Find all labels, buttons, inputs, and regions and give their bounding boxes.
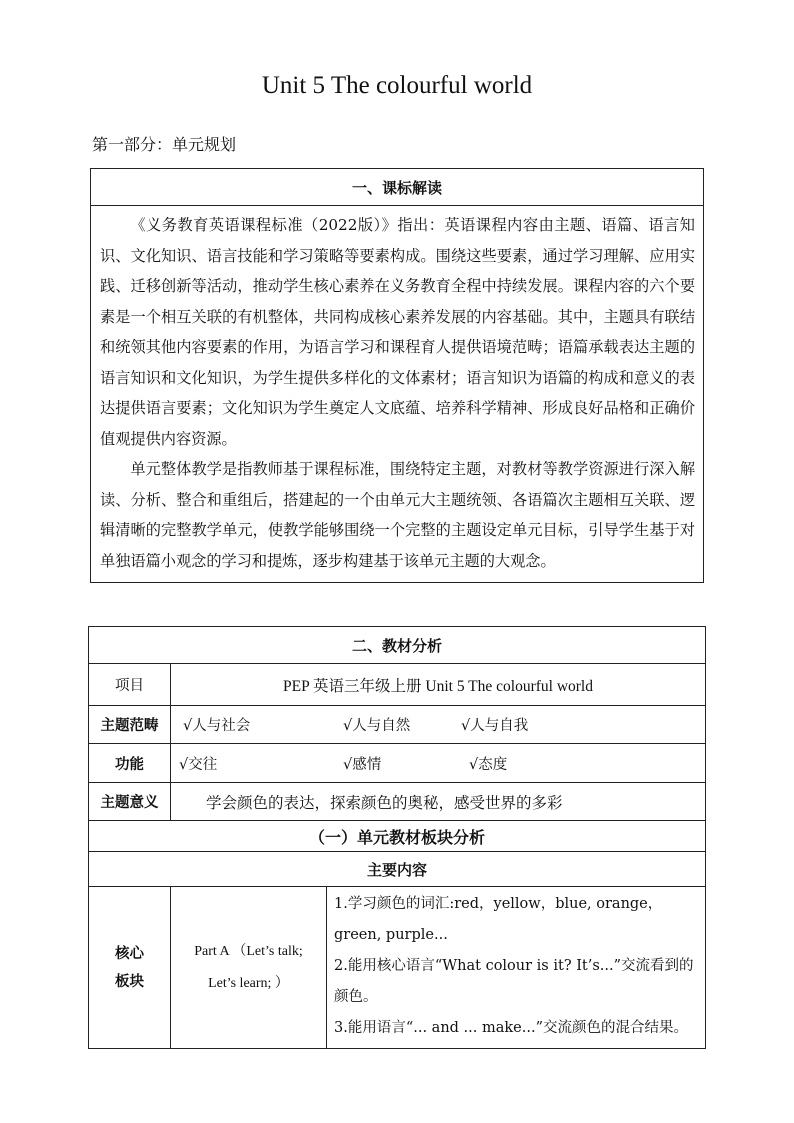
section-header-textbook: 二、教材分析 xyxy=(89,627,706,664)
function-item: √感情 xyxy=(343,756,382,773)
curriculum-paragraph: 单元整体教学是指教师基于课程标准，围绕特定主题，对教材等教学资源进行深入解读、分析、整合和重组后，搭建起的一个由单元大主题统领、各语篇次主题相互关联、逻辑清晰的完整教学单元，使教学能够围绕一个完整的主题设定单元目标，引导学生基于对单独语篇小观念的学习和提炼，逐步构建基于该单元主题的大观念。 xyxy=(100,460,695,570)
curriculum-paragraph: 《义务教育英语课程标准（2022版）》指出：英语课程内容由主题、语篇、语言知识、文化知识、语言技能和学习策略等要素构成。围绕这些要素，通过学习理解、应用实践、迁移创新等活动，推动学生核心素养在义务教育全程中持续发展。课程内容的六个要素是一个相互关联的有机整体，共同构成核心素养发展的内容基础。其中，主题具有联结和统领其他内容要素的作用，为语言学习和课程育人提供语境范畴；语篇承载表达主题的语言知识和文化知识，为学生提供多样化的文体素材；语言知识为语篇的构成和意义的表达提供语言要素；文化知识为学生奠定人文底蕴、培养科学精神、形成良好品格和正确价值观提供内容资源。 xyxy=(100,216,695,448)
core-block-label-line: 核心 xyxy=(115,944,144,962)
core-block-label-line: 板块 xyxy=(115,972,144,990)
curriculum-standard-table xyxy=(90,168,704,583)
section-header-curriculum: 一、课标解读 xyxy=(91,169,704,206)
unit-block-analysis-header: （一）单元教材板块分析 xyxy=(89,821,706,852)
core-content-item: 1.学习颜色的词汇:red，yellow，blue, orange，green, purple... xyxy=(334,896,663,943)
theme-scope-item: √人与自然 xyxy=(343,718,411,734)
function-item: √交往 xyxy=(179,756,218,773)
core-content-cell xyxy=(327,887,706,1049)
project-value: PEP 英语三年级上册 Unit 5 The colourful world xyxy=(171,664,706,706)
curriculum-body xyxy=(91,206,704,583)
core-content-item: 3.能用语言“... and ... make...”交流颜色的混合结果。 xyxy=(334,1020,688,1036)
function-label: 功能 xyxy=(89,744,171,783)
function-options xyxy=(171,744,706,783)
core-block-label xyxy=(89,887,171,1049)
theme-meaning-label: 主题意义 xyxy=(89,783,171,821)
theme-meaning-value: 学会颜色的表达，探索颜色的奥秘，感受世界的多彩 xyxy=(171,783,706,821)
page-title: Unit 5 The colourful world xyxy=(261,72,533,99)
main-content-header: 主要内容 xyxy=(89,852,706,887)
theme-scope-label: 主题范畴 xyxy=(89,706,171,744)
theme-scope-item: √人与社会 xyxy=(183,718,251,734)
part-a-line: Part A （Let’s talk; xyxy=(194,943,303,959)
textbook-analysis-table xyxy=(88,626,706,1049)
theme-scope-options xyxy=(171,706,706,744)
core-content-item: 2.能用核心语言“What colour is it? It’s...”交流看到的颜色。 xyxy=(334,958,694,1005)
function-item: √态度 xyxy=(469,756,508,773)
part-a-line: Let’s learn; ） xyxy=(208,975,289,991)
theme-scope-item: √人与自我 xyxy=(461,718,529,734)
part-heading: 第一部分：单元规划 xyxy=(92,135,237,154)
project-label: 项目 xyxy=(89,664,171,706)
part-a-cell xyxy=(171,887,327,1049)
